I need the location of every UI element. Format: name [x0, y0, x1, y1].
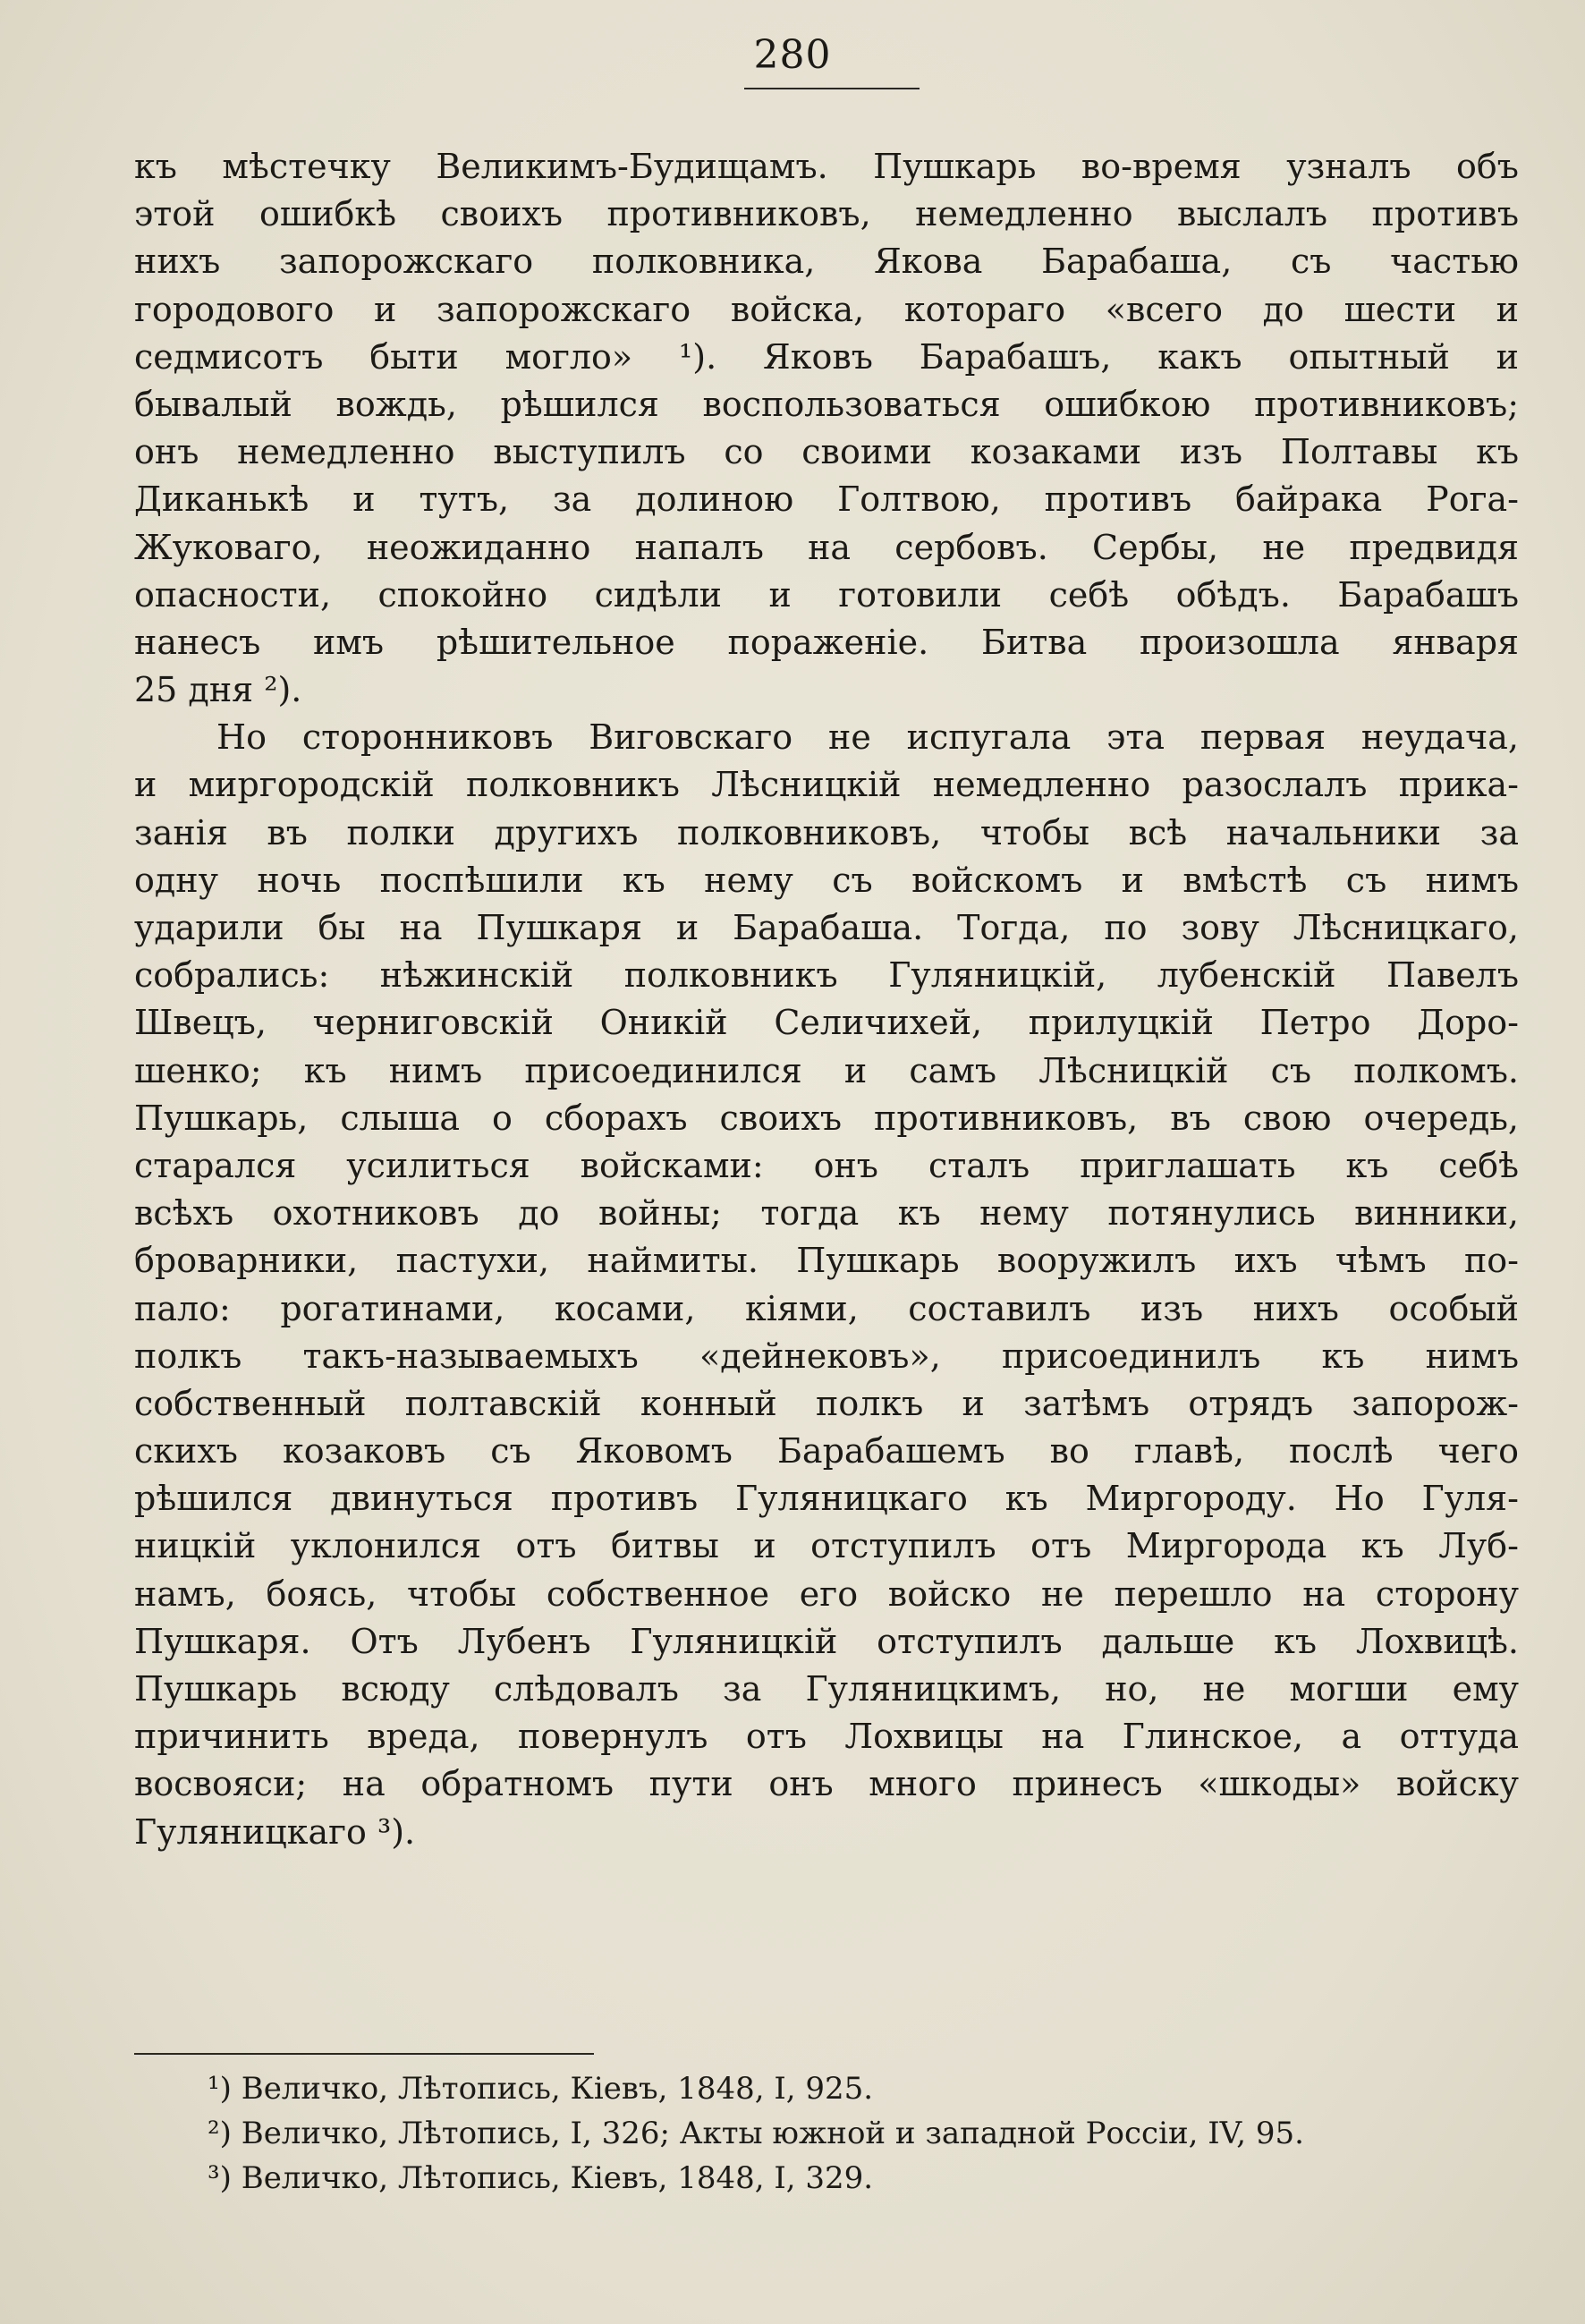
text-line: собрались: нѣжинскій полковникъ Гуляницкій, лубенскій Павелъ [134, 955, 1519, 996]
text-line: 25 дня ²). [134, 670, 302, 710]
page-number-rule [744, 88, 920, 89]
text-line: бывалый вождь, рѣшился воспользоваться ошибкою противниковъ; [134, 384, 1519, 424]
text-line: Гуляницкаго ³). [134, 1811, 416, 1852]
text-line: Пушкарь всюду слѣдовалъ за Гуляницкимъ, но, не могши ему [134, 1669, 1519, 1709]
text-line: причинить вреда, повернулъ отъ Лохвицы на Глинское, а оттуда [134, 1717, 1519, 1757]
text-line: полкъ такъ-называемыхъ «дейнековъ», присоединилъ къ нимъ [134, 1336, 1519, 1376]
footnote-separator [134, 2053, 594, 2055]
main-text [134, 143, 1519, 1856]
text-line: опасности, спокойно сидѣли и готовили себѣ обѣдъ. Барабашъ [134, 574, 1519, 615]
text-line: онъ немедленно выступилъ со своими козаками изъ Полтавы къ [134, 432, 1519, 472]
text-line: Швецъ, черниговскій Оникій Селичихей, прилуцкій Петро Доро- [134, 1003, 1519, 1043]
text-line: ударили бы на Пушкаря и Барабаша. Тогда, по зову Лѣсницкаго, [134, 908, 1519, 947]
text-line: шенко; къ нимъ присоединился и самъ Лѣсницкій съ полкомъ. [134, 1050, 1519, 1090]
footnote: ³) Величко, Лѣтопись, Кіевъ, 1848, I, 329. [208, 2160, 874, 2196]
page-number: 280 [753, 32, 832, 78]
text-line: городового и запорожскаго войска, котораго «всего до шести и [134, 289, 1519, 329]
text-line: собственный полтавскій конный полкъ и затѣмъ отрядъ запорож- [134, 1383, 1519, 1423]
footnote: ¹) Величко, Лѣтопись, Кіевъ, 1848, I, 925. [208, 2071, 874, 2107]
text-line: и миргородскій полковникъ Лѣсницкій немедленно разослалъ прика- [134, 765, 1519, 805]
text-line: Диканькѣ и тутъ, за долиною Голтвою, противъ байрака Рога- [134, 479, 1519, 520]
footnotes [134, 2066, 1519, 2201]
text-line: занія въ полки другихъ полковниковъ, чтобы всѣ начальники за [134, 812, 1519, 852]
text-line: всѣхъ охотниковъ до войны; тогда къ нему потянулись винники, [134, 1193, 1519, 1234]
text-line: Пушкаря. Отъ Лубенъ Гуляницкій отступилъ дальше къ Лохвицѣ. [134, 1621, 1519, 1661]
text-line: пало: рогатинами, косами, кіями, составилъ изъ нихъ особый [134, 1288, 1519, 1328]
text-line: Жуковаго, неожиданно напалъ на сербовъ. Сербы, не предвидя [134, 527, 1519, 567]
text-line: намъ, боясь, чтобы собственное его войско не перешло на сторону [134, 1573, 1519, 1614]
text-line: старался усилиться войсками: онъ сталъ приглашать къ себѣ [134, 1145, 1519, 1185]
text-line: къ мѣстечку Великимъ-Будищамъ. Пушкарь во-время узналъ объ [134, 147, 1519, 186]
footnote: ²) Величко, Лѣтопись, I, 326; Акты южной и западной Россіи, IV, 95. [208, 2116, 1304, 2151]
paragraph [134, 714, 1519, 1856]
text-line: восвояси; на обратномъ пути онъ много принесъ «шкоды» войску [134, 1764, 1519, 1804]
text-line: седмисотъ быти могло» ¹). Яковъ Барабашъ, какъ опытный и [134, 336, 1519, 377]
text-line: одну ночь поспѣшили къ нему съ войскомъ и вмѣстѣ съ нимъ [134, 860, 1519, 900]
text-line: рѣшился двинуться противъ Гуляницкаго къ Миргороду. Но Гуля- [134, 1479, 1519, 1519]
text-line: броварники, пастухи, наймиты. Пушкарь вооружилъ ихъ чѣмъ по- [134, 1241, 1519, 1281]
text-line: нанесъ имъ рѣшительное пораженіе. Битва произошла января [134, 622, 1519, 662]
text-line: Но сторонниковъ Виговскаго не испугала эта первая неудача, [216, 717, 1519, 758]
paragraph [134, 143, 1519, 714]
text-line: нихъ запорожскаго полковника, Якова Барабаша, съ частью [134, 242, 1519, 282]
text-line: скихъ козаковъ съ Яковомъ Барабашемъ во главѣ, послѣ чего [134, 1431, 1519, 1472]
text-line: Пушкарь, слыша о сборахъ своихъ противниковъ, въ свою очередь, [134, 1098, 1519, 1138]
text-line: ницкій уклонился отъ битвы и отступилъ отъ Миргорода къ Луб- [134, 1526, 1519, 1566]
text-line: этой ошибкѣ своихъ противниковъ, немедленно выслалъ противъ [134, 194, 1519, 234]
